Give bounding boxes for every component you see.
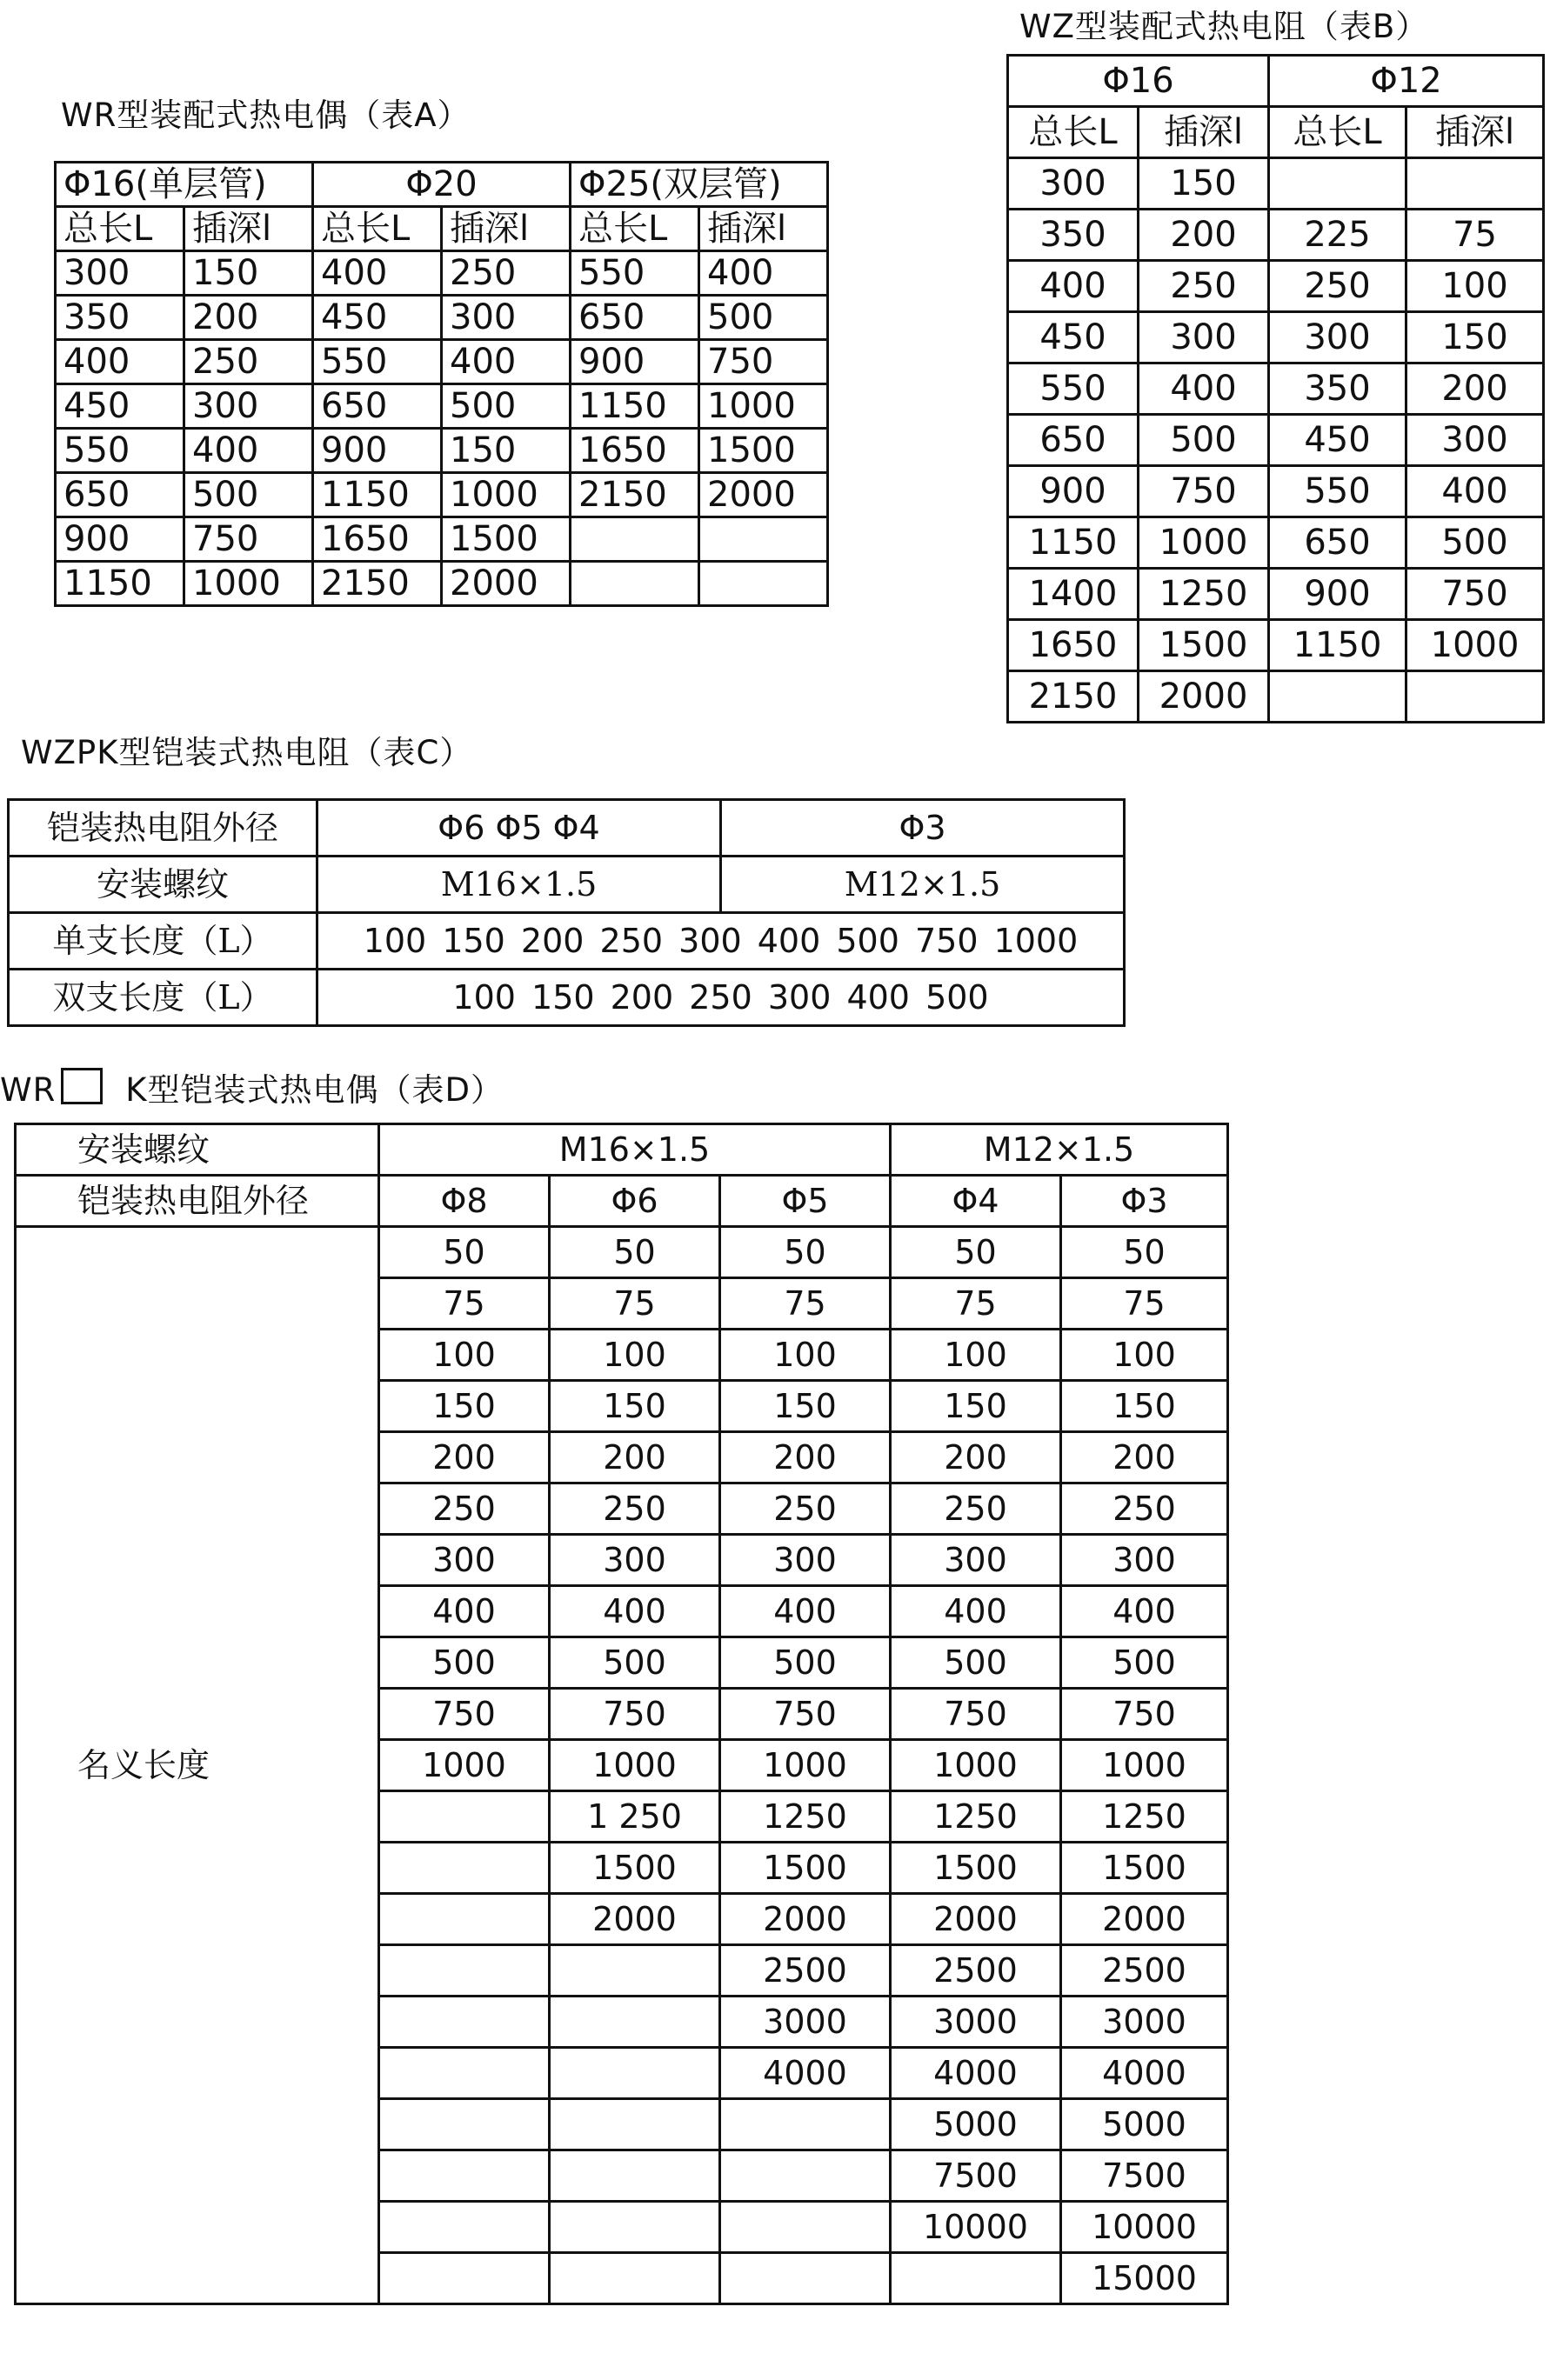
table-d-cell: [720, 2253, 891, 2304]
table-d-cell: 2000: [720, 1894, 891, 1945]
table-b-cell: 1400: [1008, 569, 1139, 620]
table-d-cell: 3000: [891, 1997, 1061, 2048]
table-d-cell: 300: [891, 1535, 1061, 1586]
table-b-cell: 300: [1139, 312, 1269, 363]
table-a-cell: 300: [442, 296, 571, 340]
table-a-cell: 1650: [571, 429, 699, 473]
table-d-diameter-row: [16, 1176, 1228, 1227]
table-a-subheader: 总长L: [571, 207, 699, 251]
table-b-cell: 225: [1269, 210, 1406, 261]
table-c-cell: M12×1.5: [721, 857, 1125, 913]
table-d-cell: [550, 1997, 720, 2048]
table-b-cell: 200: [1406, 363, 1544, 415]
table-d-cell: 5000: [891, 2099, 1061, 2150]
table-a-cell: 1500: [699, 429, 828, 473]
table-d-cell: 1000: [379, 1740, 550, 1791]
table-d-title-suffix: K型铠装式热电偶（表D）: [125, 1071, 504, 1109]
table-c-title: WZPK型铠装式热电阻（表C）: [21, 734, 473, 771]
table-b-cell: 300: [1406, 415, 1544, 466]
table-d-row: [16, 1227, 1228, 1278]
table-d-cell: 500: [720, 1637, 891, 1689]
table-b-group: Φ12: [1269, 56, 1544, 107]
table-a: [54, 161, 829, 607]
table-d-cell: 50: [550, 1227, 720, 1278]
table-b-cell: 300: [1008, 158, 1139, 210]
table-a-cell: 400: [313, 251, 442, 296]
table-b: [1006, 54, 1545, 723]
table-c-row-label: 安装螺纹: [9, 857, 317, 913]
table-a-cell: 2000: [442, 562, 571, 606]
table-d-cell: 2500: [891, 1945, 1061, 1997]
table-d-cell: 4000: [720, 2048, 891, 2099]
table-a-row: [56, 251, 828, 296]
table-a-cell: 300: [56, 251, 184, 296]
table-a-cell: 1000: [442, 473, 571, 517]
table-d-cell: 300: [379, 1535, 550, 1586]
table-b-cell: 150: [1406, 312, 1544, 363]
table-b-row: [1008, 671, 1544, 723]
table-a-cell: 200: [184, 296, 313, 340]
table-a-cell: 550: [56, 429, 184, 473]
table-a-cell: [699, 517, 828, 562]
table-a-cell: 400: [442, 340, 571, 384]
table-a-cell: 1650: [313, 517, 442, 562]
table-c-row: [9, 800, 1125, 857]
table-d-cell: 100: [379, 1330, 550, 1381]
table-a-cell: 350: [56, 296, 184, 340]
table-b-cell: 500: [1406, 517, 1544, 569]
table-a-group: Φ25(双层管): [571, 163, 828, 207]
table-a-cell: 1000: [184, 562, 313, 606]
table-a-cell: 900: [313, 429, 442, 473]
table-d-cell: 500: [550, 1637, 720, 1689]
table-b-cell: 1500: [1139, 620, 1269, 671]
table-b-cell: 1250: [1139, 569, 1269, 620]
table-d-cell: 750: [1061, 1689, 1228, 1740]
table-d-cell: [379, 1945, 550, 1997]
table-d-diameter: Φ3: [1061, 1176, 1228, 1227]
table-b-cell: [1269, 671, 1406, 723]
table-a-cell: 750: [184, 517, 313, 562]
table-b-cell: [1406, 158, 1544, 210]
table-a-cell: 1150: [56, 562, 184, 606]
table-d-cell: 150: [720, 1381, 891, 1432]
table-b-row: [1008, 569, 1544, 620]
table-a-cell: 2000: [699, 473, 828, 517]
table-d-length-label: 名义长度: [16, 1227, 379, 2304]
table-a-cell: 900: [56, 517, 184, 562]
table-b-cell: 2150: [1008, 671, 1139, 723]
table-a-cell: 900: [571, 340, 699, 384]
table-d-cell: 300: [1061, 1535, 1228, 1586]
table-d-cell: 1250: [891, 1791, 1061, 1843]
table-a-cell: 750: [699, 340, 828, 384]
table-a-title: WR型装配式热电偶（表A）: [61, 97, 471, 134]
table-d-cell: 500: [1061, 1637, 1228, 1689]
table-d-cell: 1250: [1061, 1791, 1228, 1843]
table-d-cell: 2500: [1061, 1945, 1228, 1997]
table-d-cell: [550, 2048, 720, 2099]
table-d-body: [16, 1227, 1228, 2304]
table-b-cell: 650: [1008, 415, 1139, 466]
table-d-thread-row: [16, 1124, 1228, 1176]
table-d-cell: [379, 2099, 550, 2150]
table-d-cell: 75: [550, 1278, 720, 1330]
table-b-cell: 750: [1139, 466, 1269, 517]
table-d-cell: 4000: [891, 2048, 1061, 2099]
table-d-thread: M12×1.5: [891, 1124, 1228, 1176]
table-d-cell: 400: [891, 1586, 1061, 1637]
table-d-cell: [379, 1791, 550, 1843]
table-b-cell: 750: [1406, 569, 1544, 620]
table-d-cell: 400: [720, 1586, 891, 1637]
table-a-cell: 1150: [313, 473, 442, 517]
table-d-cell: 10000: [1061, 2202, 1228, 2253]
table-d-cell: 100: [891, 1330, 1061, 1381]
table-d-cell: 15000: [1061, 2253, 1228, 2304]
table-b-cell: 1650: [1008, 620, 1139, 671]
table-b-group: Φ16: [1008, 56, 1269, 107]
table-d-cell: [550, 2202, 720, 2253]
table-b-cell: 400: [1406, 466, 1544, 517]
table-d-cell: 10000: [891, 2202, 1061, 2253]
table-a-body: [56, 251, 828, 606]
table-d-cell: 100: [1061, 1330, 1228, 1381]
table-d-cell: 75: [891, 1278, 1061, 1330]
table-a-subheader: 插深l: [184, 207, 313, 251]
table-a-cell: 650: [571, 296, 699, 340]
table-a-subheader: 插深l: [442, 207, 571, 251]
table-d-cell: 100: [550, 1330, 720, 1381]
table-b-cell: 550: [1269, 466, 1406, 517]
table-c-cell: M16×1.5: [317, 857, 721, 913]
table-b-cell: 400: [1008, 261, 1139, 312]
table-d-cell: 2500: [720, 1945, 891, 1997]
table-a-cell: [571, 562, 699, 606]
table-d-cell: 400: [379, 1586, 550, 1637]
table-d-cell: 1500: [550, 1843, 720, 1894]
table-d-cell: [379, 2253, 550, 2304]
table-d-cell: 200: [379, 1432, 550, 1483]
table-b-cell: 300: [1269, 312, 1406, 363]
table-a-subheader: 总长L: [56, 207, 184, 251]
table-a-cell: 1500: [442, 517, 571, 562]
table-d-cell: [379, 1843, 550, 1894]
table-b-cell: 1000: [1139, 517, 1269, 569]
table-d-cell: 50: [1061, 1227, 1228, 1278]
table-a-row: [56, 340, 828, 384]
table-d-cell: 100: [720, 1330, 891, 1381]
table-a-group-row: [56, 163, 828, 207]
table-d-cell: 50: [891, 1227, 1061, 1278]
table-b-cell: 350: [1008, 210, 1139, 261]
table-a-cell: 650: [313, 384, 442, 429]
table-d-cell: 750: [891, 1689, 1061, 1740]
table-d-cell: 250: [379, 1483, 550, 1535]
table-a-row: [56, 384, 828, 429]
table-b-cell: 900: [1269, 569, 1406, 620]
table-d-diameter: Φ8: [379, 1176, 550, 1227]
table-d-cell: 250: [720, 1483, 891, 1535]
table-d-cell: 2000: [1061, 1894, 1228, 1945]
table-d-cell: 75: [379, 1278, 550, 1330]
table-c-row-label: 铠装热电阻外径: [9, 800, 317, 857]
table-a-cell: 150: [442, 429, 571, 473]
table-d-cell: [550, 1945, 720, 1997]
table-b-cell: 100: [1406, 261, 1544, 312]
table-d-cell: 1000: [1061, 1740, 1228, 1791]
table-d-diameter: Φ6: [550, 1176, 720, 1227]
table-d-diameter-label: 铠装热电阻外径: [16, 1176, 379, 1227]
table-d-cell: [379, 2048, 550, 2099]
table-d-cell: 3000: [720, 1997, 891, 2048]
table-b-row: [1008, 210, 1544, 261]
table-a-cell: 2150: [313, 562, 442, 606]
table-d-cell: [550, 2253, 720, 2304]
table-b-subheader: 插深l: [1139, 107, 1269, 158]
table-d-cell: 250: [550, 1483, 720, 1535]
blank-box-icon: [61, 1068, 103, 1104]
table-a-cell: 250: [184, 340, 313, 384]
table-b-cell: 500: [1139, 415, 1269, 466]
table-a-row: [56, 562, 828, 606]
table-b-cell: 900: [1008, 466, 1139, 517]
table-b-row: [1008, 363, 1544, 415]
table-c: [7, 798, 1126, 1027]
table-b-row: [1008, 261, 1544, 312]
table-d-cell: 250: [1061, 1483, 1228, 1535]
table-d-cell: 300: [720, 1535, 891, 1586]
table-d-cell: 50: [379, 1227, 550, 1278]
table-c-row-label: 双支长度（L）: [9, 970, 317, 1026]
table-d-title: [0, 1063, 504, 1110]
table-a-cell: 550: [571, 251, 699, 296]
table-d-cell: [379, 2202, 550, 2253]
table-d-cell: 5000: [1061, 2099, 1228, 2150]
table-a-subheader: 总长L: [313, 207, 442, 251]
table-d-cell: 200: [550, 1432, 720, 1483]
table-d-cell: 1000: [550, 1740, 720, 1791]
table-d-cell: 750: [550, 1689, 720, 1740]
table-b-cell: 75: [1406, 210, 1544, 261]
table-b-row: [1008, 415, 1544, 466]
table-b-subheader-row: [1008, 107, 1544, 158]
table-c-row: [9, 857, 1125, 913]
table-b-cell: 200: [1139, 210, 1269, 261]
table-d-cell: 250: [891, 1483, 1061, 1535]
table-b-cell: 150: [1139, 158, 1269, 210]
table-c-row-label: 单支长度（L）: [9, 913, 317, 970]
table-b-body: [1008, 158, 1544, 723]
table-d-cell: [720, 2099, 891, 2150]
table-b-row: [1008, 158, 1544, 210]
table-d: [14, 1123, 1229, 2305]
table-d-cell: 1250: [720, 1791, 891, 1843]
table-d-cell: 400: [550, 1586, 720, 1637]
table-b-title: WZ型装配式热电阻（表B）: [1019, 8, 1429, 45]
table-a-cell: 400: [699, 251, 828, 296]
table-d-cell: 4000: [1061, 2048, 1228, 2099]
table-c-cell: 100 150 200 250 300 400 500: [317, 970, 1125, 1026]
table-b-cell: 450: [1008, 312, 1139, 363]
table-a-group: Φ16(单层管): [56, 163, 313, 207]
table-a-cell: 650: [56, 473, 184, 517]
table-d-cell: 1000: [891, 1740, 1061, 1791]
table-b-cell: 1150: [1269, 620, 1406, 671]
table-d-cell: 150: [550, 1381, 720, 1432]
table-d-cell: [379, 1894, 550, 1945]
table-b-cell: 250: [1139, 261, 1269, 312]
table-b-subheader: 总长L: [1269, 107, 1406, 158]
table-a-row: [56, 429, 828, 473]
table-c-cell: 100 150 200 250 300 400 500 750 1000: [317, 913, 1125, 970]
table-a-row: [56, 517, 828, 562]
table-b-cell: 1000: [1406, 620, 1544, 671]
table-a-cell: [571, 517, 699, 562]
table-c-row: [9, 970, 1125, 1026]
table-c-cell: Φ6 Φ5 Φ4: [317, 800, 721, 857]
table-d-cell: [891, 2253, 1061, 2304]
table-d-cell: 300: [550, 1535, 720, 1586]
table-d-cell: 75: [1061, 1278, 1228, 1330]
table-d-cell: [550, 2099, 720, 2150]
table-d-cell: 150: [891, 1381, 1061, 1432]
table-b-group-row: [1008, 56, 1544, 107]
table-d-diameter: Φ5: [720, 1176, 891, 1227]
table-d-thread-label: 安装螺纹: [16, 1124, 379, 1176]
table-d-cell: 150: [379, 1381, 550, 1432]
table-b-cell: 2000: [1139, 671, 1269, 723]
table-d-thread: M16×1.5: [379, 1124, 891, 1176]
table-b-row: [1008, 466, 1544, 517]
table-d-title-prefix: WR: [0, 1071, 57, 1109]
table-d-cell: 1500: [891, 1843, 1061, 1894]
table-a-cell: 450: [56, 384, 184, 429]
table-a-cell: [699, 562, 828, 606]
table-d-cell: 75: [720, 1278, 891, 1330]
table-d-cell: 750: [379, 1689, 550, 1740]
table-a-group: Φ20: [313, 163, 571, 207]
table-a-cell: 1150: [571, 384, 699, 429]
table-b-cell: 350: [1269, 363, 1406, 415]
table-d-cell: 200: [720, 1432, 891, 1483]
table-d-cell: 7500: [891, 2150, 1061, 2202]
table-a-row: [56, 473, 828, 517]
table-b-subheader: 总长L: [1008, 107, 1139, 158]
table-a-cell: 1000: [699, 384, 828, 429]
table-d-cell: 3000: [1061, 1997, 1228, 2048]
table-b-cell: [1269, 158, 1406, 210]
table-d-cell: 1000: [720, 1740, 891, 1791]
table-a-cell: 500: [699, 296, 828, 340]
table-d-cell: 150: [1061, 1381, 1228, 1432]
table-b-row: [1008, 620, 1544, 671]
table-d-cell: 1 250: [550, 1791, 720, 1843]
table-a-cell: 400: [184, 429, 313, 473]
table-a-cell: 500: [184, 473, 313, 517]
table-a-cell: 150: [184, 251, 313, 296]
table-a-cell: 550: [313, 340, 442, 384]
table-d-diameter: Φ4: [891, 1176, 1061, 1227]
table-a-cell: 450: [313, 296, 442, 340]
table-a-subheader: 插深l: [699, 207, 828, 251]
table-d-cell: 50: [720, 1227, 891, 1278]
table-d-cell: [720, 2202, 891, 2253]
table-d-cell: [379, 1997, 550, 2048]
table-d-cell: 2000: [550, 1894, 720, 1945]
table-b-cell: 400: [1139, 363, 1269, 415]
table-a-cell: 500: [442, 384, 571, 429]
table-d-cell: 1500: [720, 1843, 891, 1894]
table-b-cell: 650: [1269, 517, 1406, 569]
table-b-cell: 450: [1269, 415, 1406, 466]
table-b-subheader: 插深l: [1406, 107, 1544, 158]
table-a-cell: 400: [56, 340, 184, 384]
table-b-cell: 1150: [1008, 517, 1139, 569]
table-b-row: [1008, 517, 1544, 569]
table-b-cell: 250: [1269, 261, 1406, 312]
table-d-cell: 500: [379, 1637, 550, 1689]
table-a-cell: 250: [442, 251, 571, 296]
table-c-cell: Φ3: [721, 800, 1125, 857]
table-b-cell: [1406, 671, 1544, 723]
table-d-cell: 200: [1061, 1432, 1228, 1483]
table-d-cell: 750: [720, 1689, 891, 1740]
table-a-row: [56, 296, 828, 340]
table-a-cell: 300: [184, 384, 313, 429]
table-a-cell: 2150: [571, 473, 699, 517]
table-d-cell: 7500: [1061, 2150, 1228, 2202]
table-a-subheader-row: [56, 207, 828, 251]
table-b-row: [1008, 312, 1544, 363]
table-b-cell: 550: [1008, 363, 1139, 415]
table-d-cell: [720, 2150, 891, 2202]
table-d-cell: 200: [891, 1432, 1061, 1483]
table-d-cell: 1500: [1061, 1843, 1228, 1894]
table-c-row: [9, 913, 1125, 970]
table-d-cell: [379, 2150, 550, 2202]
table-d-cell: [550, 2150, 720, 2202]
table-d-cell: 2000: [891, 1894, 1061, 1945]
table-d-cell: 400: [1061, 1586, 1228, 1637]
table-d-cell: 500: [891, 1637, 1061, 1689]
